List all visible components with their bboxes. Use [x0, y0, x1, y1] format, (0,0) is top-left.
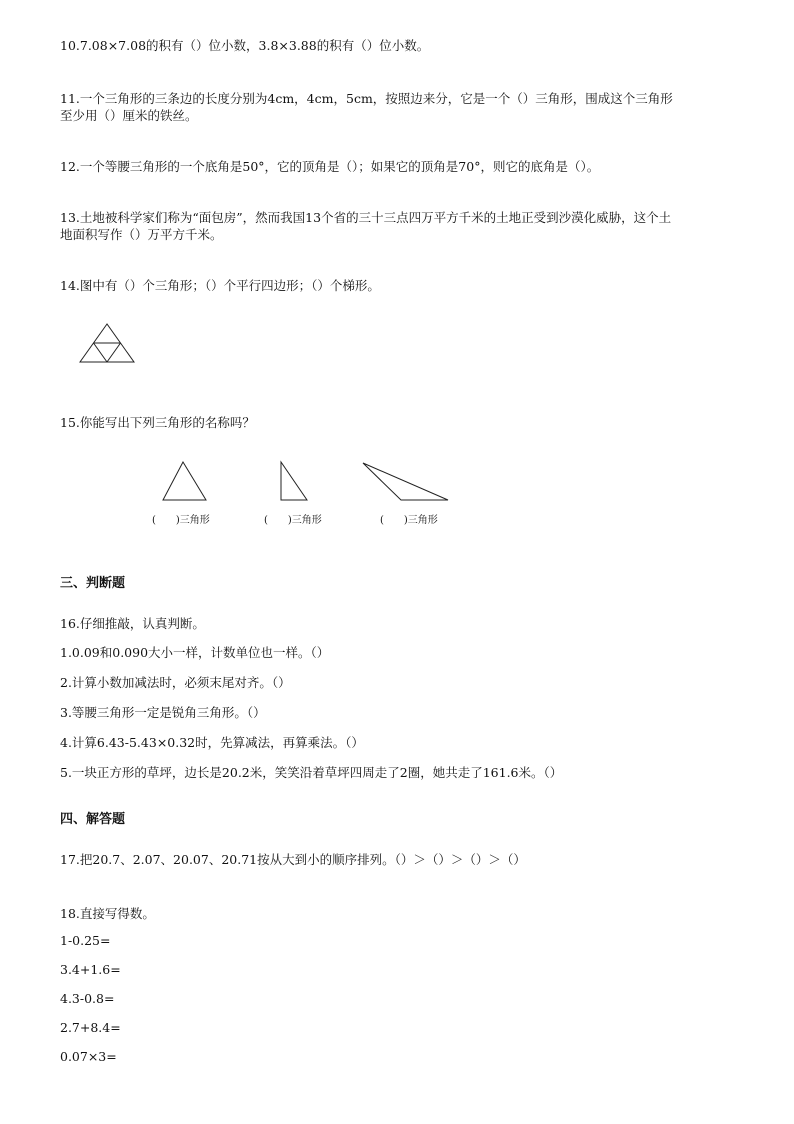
q14-triangle-figure: [78, 322, 136, 364]
judge-item: 5.一块正方形的草坪，边长是20.2米，笑笑沿着草坪四周走了2圈，她共走了161.6米。（）: [60, 765, 563, 780]
question-11-line-1: 11.一个三角形的三条边的长度分别为4cm，4cm，5cm，按照边来分，它是一个（）三角形，围成这个三角形: [60, 91, 673, 106]
right-triangle-figure: [278, 460, 310, 502]
obtuse-triangle-figure: [361, 460, 451, 502]
question-13-line-1: 13.土地被科学家们称为“面包房”，然而我国13个省的三十三点四万平方千米的土地正受到沙漠化威胁，这个土: [60, 210, 672, 225]
section-3-heading: 三、判断题: [60, 576, 126, 591]
calc-item: 1-0.25=: [60, 933, 111, 948]
question-13-line-2: 地面积写作（）万平方千米。: [60, 227, 223, 242]
calc-item: 0.07×3=: [60, 1049, 117, 1064]
q15-caption-2: ( )三角形: [264, 515, 322, 526]
calc-item: 2.7+8.4=: [60, 1020, 121, 1035]
judge-item: 2.计算小数加减法时，必须末尾对齐。（）: [60, 675, 291, 690]
question-17: 17.把20.7、2.07、20.07、20.71按从大到小的顺序排列。（）＞（）＞（）＞（）: [60, 852, 526, 867]
question-15: 15.你能写出下列三角形的名称吗？: [60, 415, 255, 430]
question-10: 10.7.08×7.08的积有（）位小数，3.8×3.88的积有（）位小数。: [60, 38, 430, 53]
q15-caption-1: ( )三角形: [152, 515, 210, 526]
question-14: 14.图中有（）个三角形；（）个平行四边形；（）个梯形。: [60, 278, 380, 293]
acute-triangle-figure: [160, 460, 210, 502]
question-11-line-2: 至少用（）厘米的铁丝。: [60, 108, 198, 123]
question-12: 12.一个等腰三角形的一个底角是50°，它的顶角是（）；如果它的顶角是70°，则它的底角是（）。: [60, 159, 600, 174]
calc-item: 4.3-0.8=: [60, 991, 115, 1006]
judge-item: 1.0.09和0.090大小一样，计数单位也一样。（）: [60, 645, 330, 660]
judge-item: 3.等腰三角形一定是锐角三角形。（）: [60, 705, 266, 720]
question-16: 16.仔细推敲，认真判断。: [60, 616, 205, 631]
q15-caption-3: ( )三角形: [380, 515, 438, 526]
section-4-heading: 四、解答题: [60, 812, 126, 827]
question-18: 18.直接写得数。: [60, 906, 155, 921]
calc-item: 3.4+1.6=: [60, 962, 121, 977]
judge-item: 4.计算6.43-5.43×0.32时，先算减法，再算乘法。（）: [60, 735, 364, 750]
